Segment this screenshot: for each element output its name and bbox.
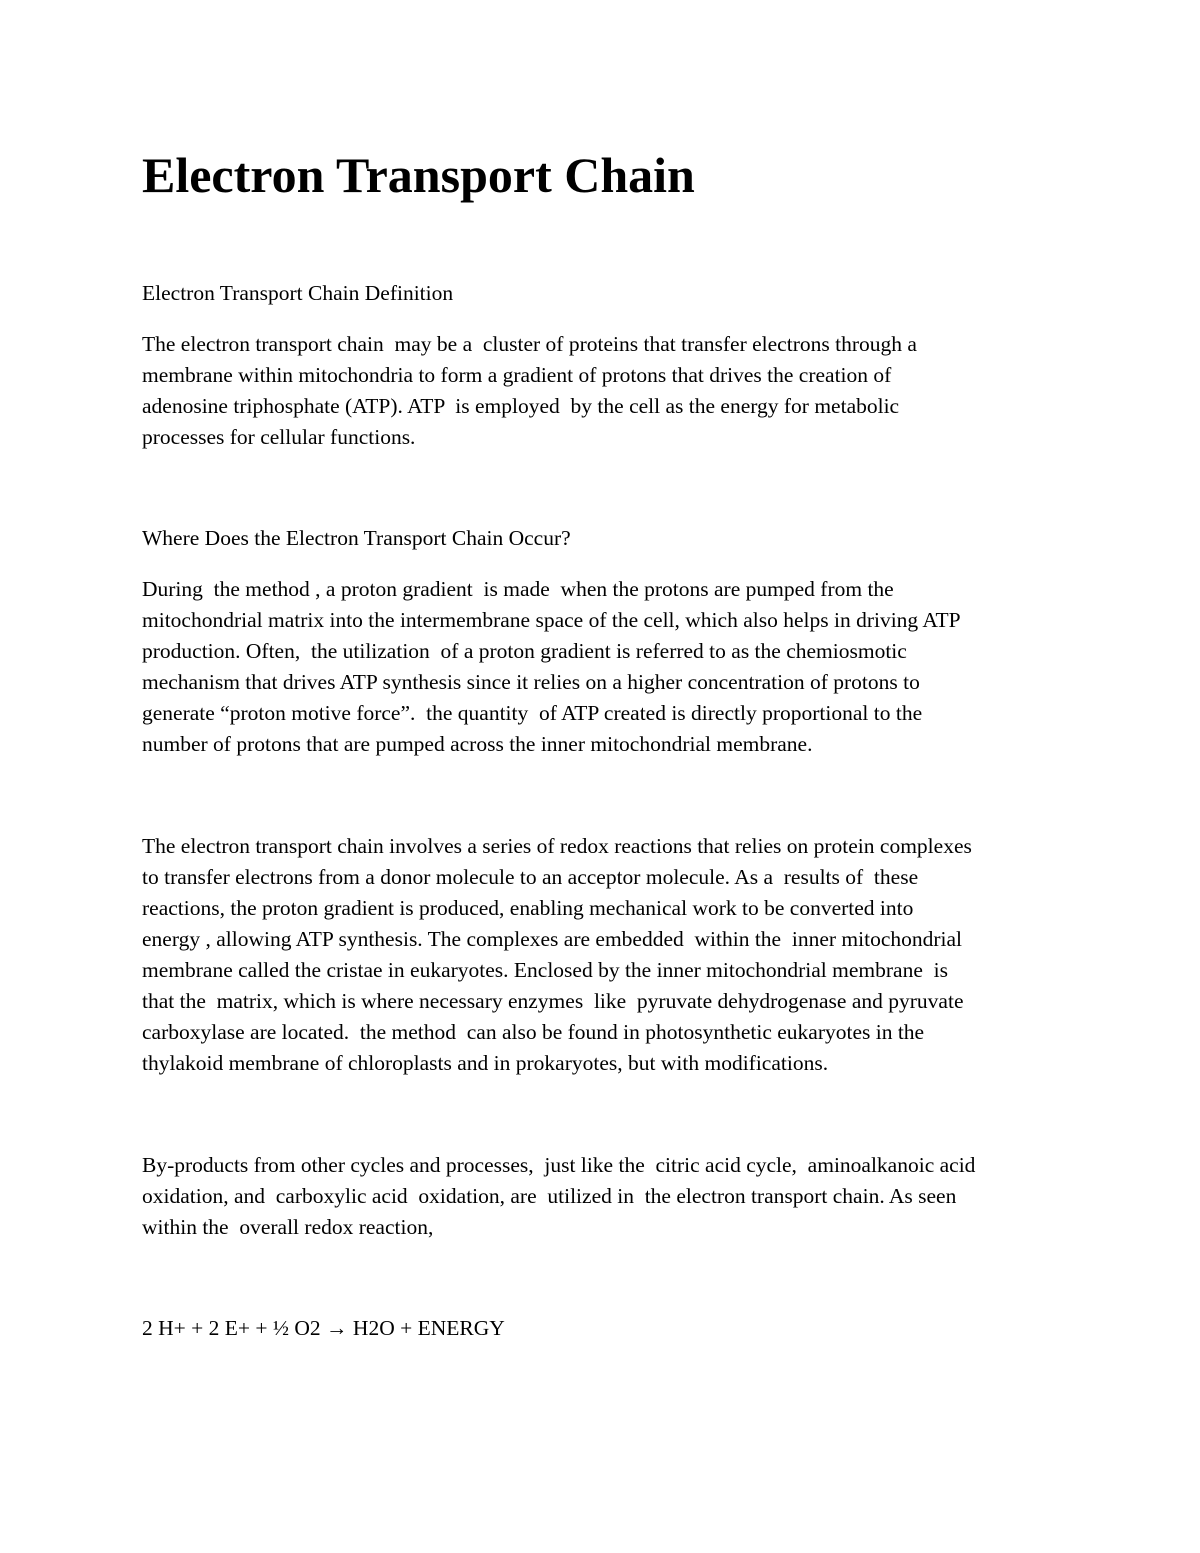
paragraph-line: production. Often, the utilization of a proton gradient is referred to as the chemiosmotic: [142, 639, 907, 663]
paragraph-line: that the matrix, which is where necessary enzymes like pyruvate dehydrogenase and pyruvate: [142, 989, 964, 1013]
paragraph-line: thylakoid membrane of chloroplasts and in prokaryotes, but with modifications.: [142, 1051, 829, 1075]
section-heading-definition: Electron Transport Chain Definition: [142, 281, 454, 305]
document-title: Electron Transport Chain: [142, 147, 695, 203]
redox-equation: 2 H+ + 2 E+ + ½ O2 → H2O + ENERGY: [142, 1316, 505, 1340]
paragraph-line: carboxylase are located. the method can also be found in photosynthetic eukaryotes in the: [142, 1020, 925, 1044]
paragraph-line: mechanism that drives ATP synthesis since it relies on a higher concentration of protons to: [142, 670, 920, 694]
paragraph-line: to transfer electrons from a donor molecule to an acceptor molecule. As a results of these: [142, 865, 919, 889]
paragraph-line: mitochondrial matrix into the intermembrane space of the cell, which also helps in driving ATP: [142, 608, 961, 632]
paragraph-line: oxidation, and carboxylic acid oxidation, are utilized in the electron transport chain. As seen: [142, 1184, 957, 1208]
paragraph-line: membrane called the cristae in eukaryotes. Enclosed by the inner mitochondrial membrane is: [142, 958, 948, 982]
paragraph-line: During the method , a proton gradient is made when the protons are pumped from the: [142, 577, 894, 601]
paragraph-line: reactions, the proton gradient is produced, enabling mechanical work to be converted into: [142, 896, 914, 920]
paragraph-line: energy , allowing ATP synthesis. The complexes are embedded within the inner mitochondrial: [142, 927, 963, 951]
paragraph-line: number of protons that are pumped across the inner mitochondrial membrane.: [142, 732, 813, 756]
paragraph-line: adenosine triphosphate (ATP). ATP is employed by the cell as the energy for metabolic: [142, 394, 900, 418]
paragraph-line: within the overall redox reaction,: [142, 1215, 434, 1239]
paragraph-line: membrane within mitochondria to form a gradient of protons that drives the creation of: [142, 363, 892, 387]
paragraph-line: processes for cellular functions.: [142, 425, 416, 449]
paragraph-line: By-products from other cycles and processes, just like the citric acid cycle, aminoalkanoic acid: [142, 1153, 976, 1177]
section-heading-where: Where Does the Electron Transport Chain Occur?: [142, 526, 571, 550]
paragraph-line: The electron transport chain may be a cluster of proteins that transfer electrons through a: [142, 332, 917, 356]
paragraph-line: The electron transport chain involves a series of redox reactions that relies on protein complexes: [142, 834, 972, 858]
paragraph-line: generate “proton motive force”. the quantity of ATP created is directly proportional to the: [142, 701, 923, 725]
